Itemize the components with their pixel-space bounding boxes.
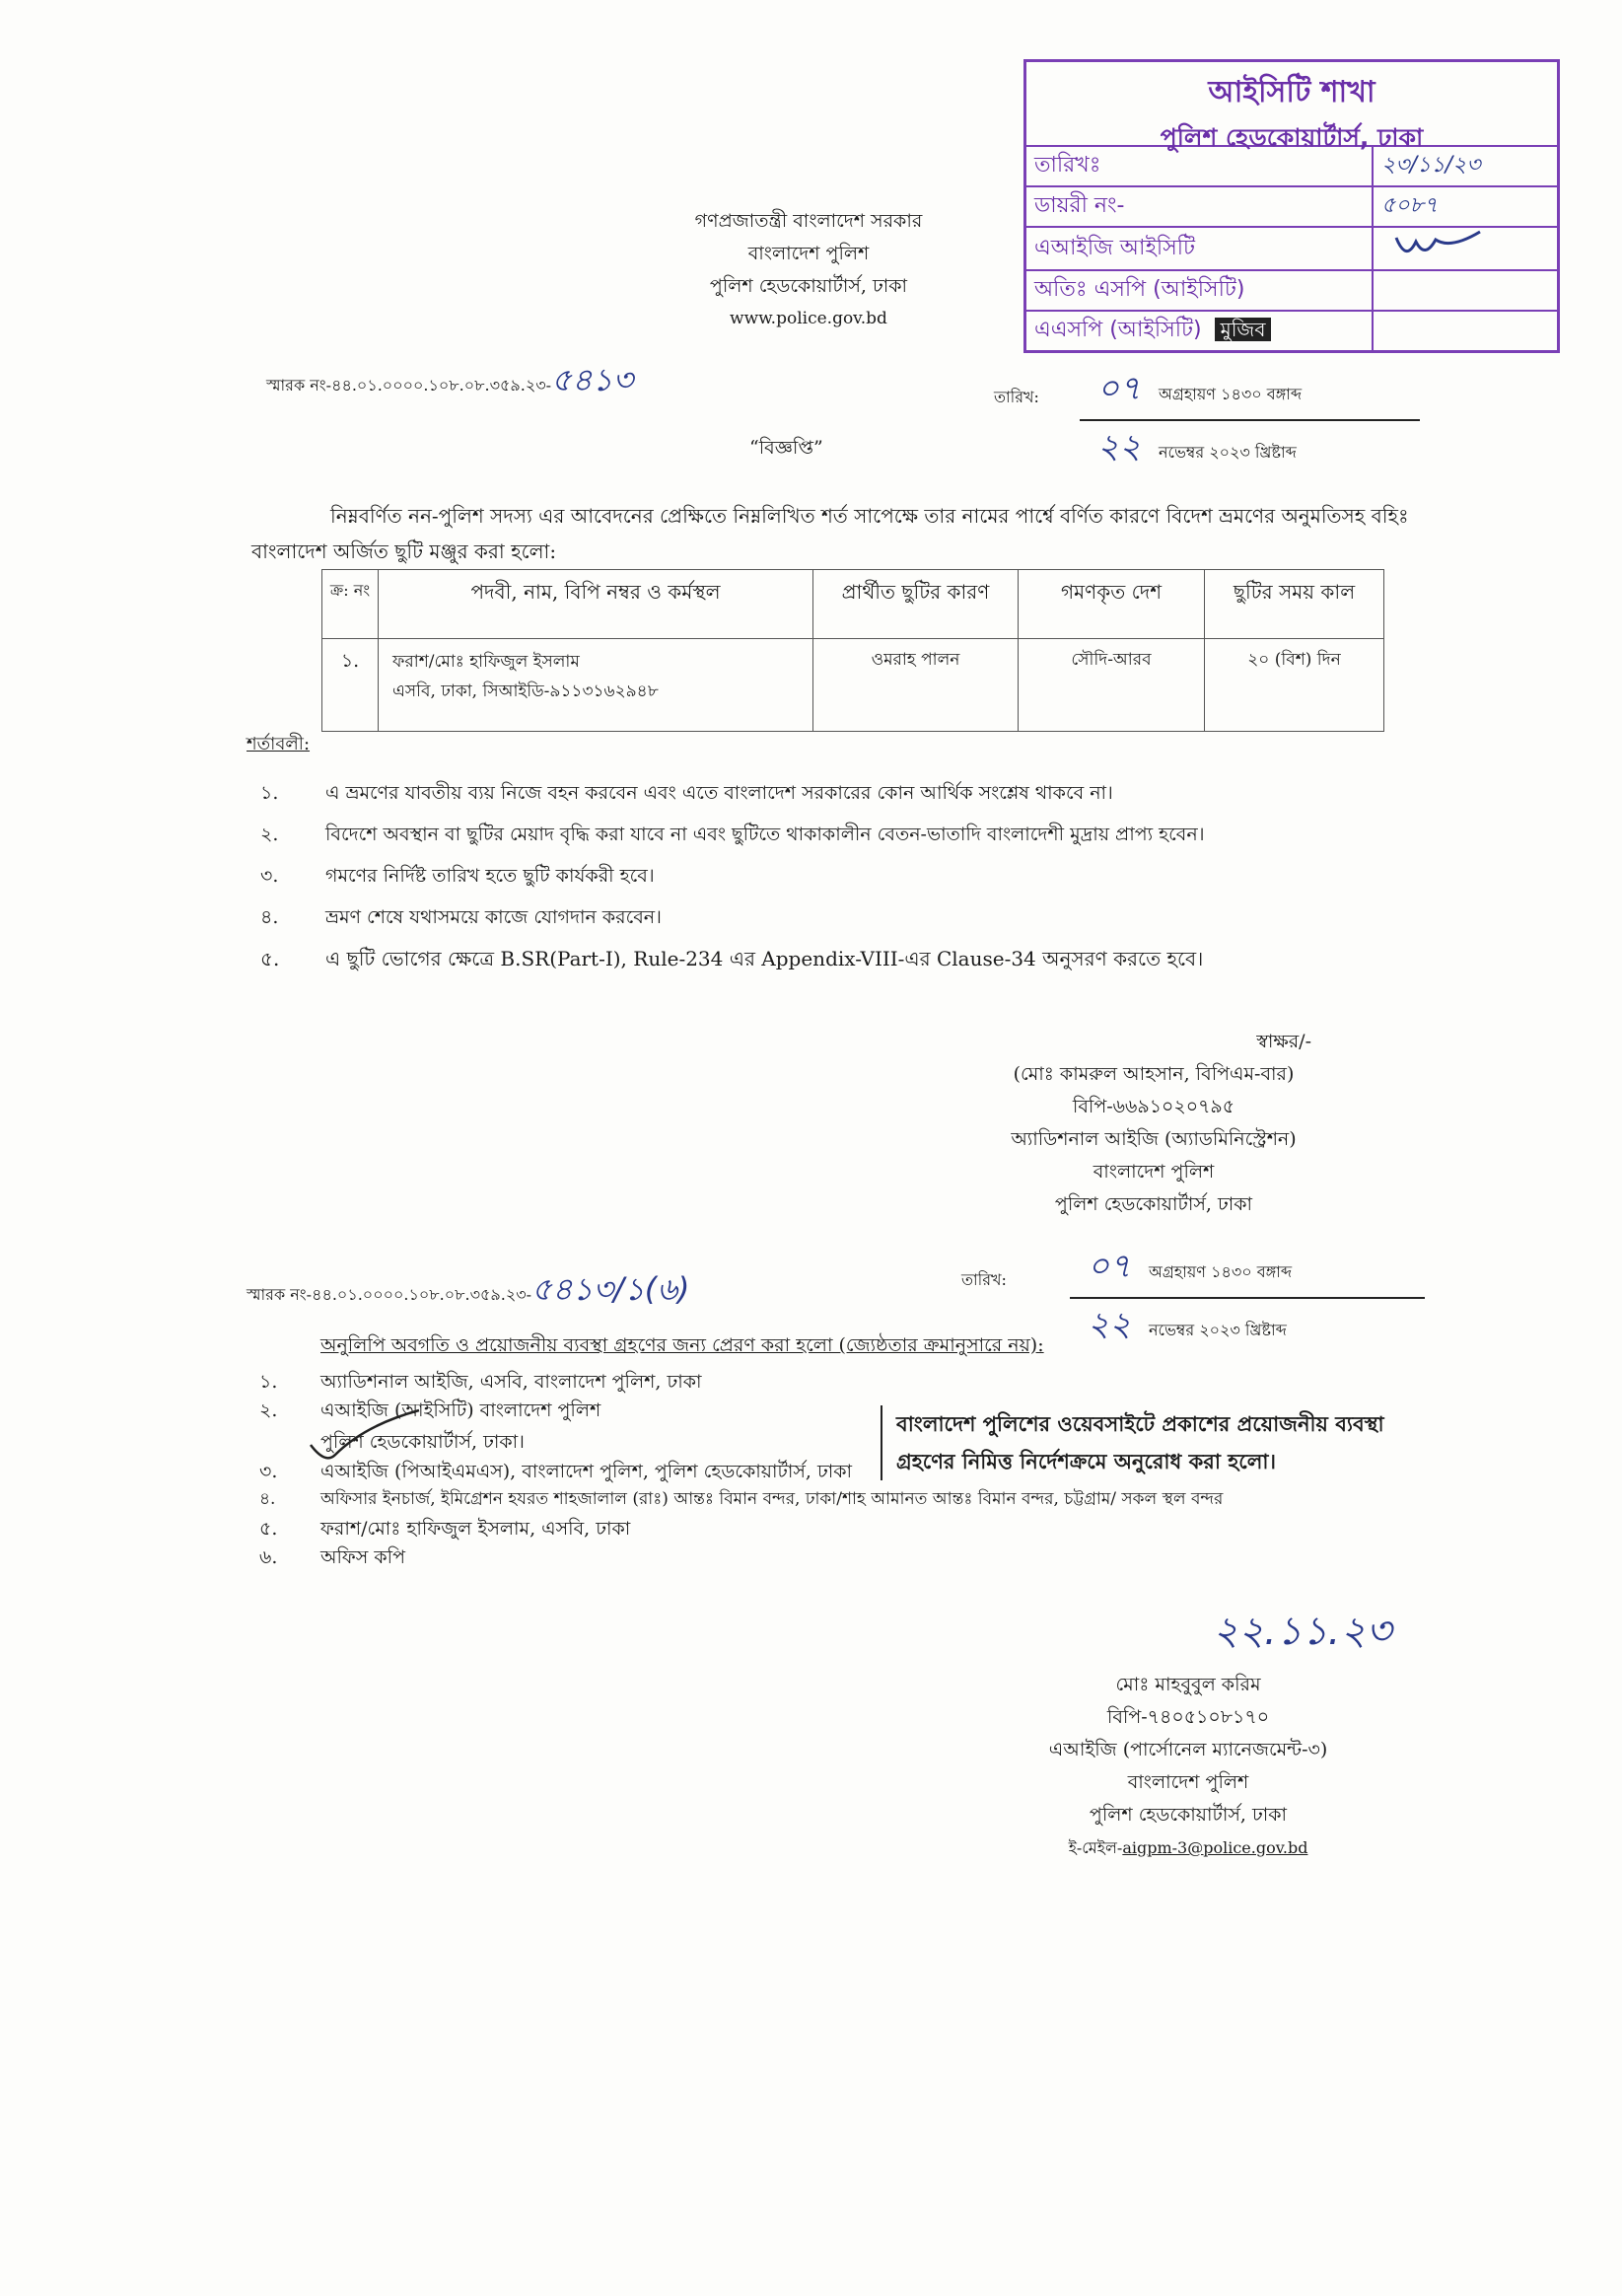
email-link[interactable]: aigpm-3@police.gov.bd xyxy=(1122,1838,1308,1857)
list-item: ২. বিদেশে অবস্থান বা ছুটির মেয়াদ বৃদ্ধি করা যাবে না এবং ছুটিতে থাকাকালীন বেতন-ভাতাদি বাংলাদেশী মুদ্রায় প্রাপ্য হবেন। xyxy=(260,824,1205,845)
table-header-row xyxy=(322,570,1384,639)
list-item: ৪. ভ্রমণ শেষে যথাসময়ে কাজে যোগদান করবেন। xyxy=(260,906,662,928)
list-item: ৩. এআইজি (পিআইএমএস), বাংলাদেশ পুলিশ, পুলিশ হেডকোয়ার্টার্স, ঢাকা xyxy=(259,1461,853,1482)
list-item: ১. অ্যাডিশনাল আইজি, এসবি, বাংলাদেশ পুলিশ, ঢাকা xyxy=(259,1371,702,1393)
initial-signature-icon xyxy=(1381,228,1490,263)
cc-title: অনুলিপি অবগতি ও প্রয়োজনীয় ব্যবস্থা গ্রহণের জন্য প্রেরণ করা হলো (জ্যেষ্ঠতার ক্রমানুসারে নয়): xyxy=(320,1334,1044,1356)
list-item: ১. এ ভ্রমণের যাবতীয় ব্যয় নিজে বহন করবেন এবং এতে বাংলাদেশ সরকারের কোন আর্থিক সংশ্লেষ থাকবে না। xyxy=(260,782,1113,804)
memo-date-2: তারিখ: xyxy=(961,1270,1007,1289)
received-stamp xyxy=(1023,59,1560,353)
col-serial: ক্র: নং xyxy=(322,570,379,639)
conditions-title: শর্তাবলী: xyxy=(247,734,311,754)
leave-table xyxy=(321,569,1384,732)
col-country: গমণকৃত দেশ xyxy=(1019,570,1205,639)
stamp-title: আইসিটি শাখা xyxy=(1208,75,1375,109)
tick-mark-icon xyxy=(306,1405,424,1465)
list-item: ৫. ফরাশ/মোঃ হাফিজুল ইসলাম, এসবি, ঢাকা xyxy=(259,1518,631,1540)
signature-block-1: স্বাক্ষর/- (মোঃ কামরুল আহসান, বিপিএম-বার) বিপি-৬৬৯১০২০৭৯৫ অ্যাডিশনাল আইজি (অ্যাডমিনিস্ট্রেশন) বাংলাদেশ পুলিশ পুলিশ হেডকোয়ার্টার্স, ঢাকা xyxy=(1011,1031,1311,1215)
stamp-value: ২৩/১১/২৩ xyxy=(1373,147,1557,186)
stamp-initial-mark xyxy=(1373,227,1557,270)
list-item: ৪. অফিসার ইনচার্জ, ইমিগ্রেশন হযরত শাহজালাল (রাঃ) আন্তঃ বিমান বন্দর, ঢাকা/শাহ আমানত আন্তঃ বিমান বন্দর, চট্টগ্রাম/ সকল স্থল বন্দর xyxy=(259,1489,1224,1509)
col-name: পদবী, নাম, বিপি নম্বর ও কর্মস্থল xyxy=(379,570,813,639)
signature-block-2: মোঃ মাহবুবুল করিম বিপি-৭৪০৫১০৮১৭০ এআইজি (পার্সোনেল ম্যানেজমেন্ট-৩) বাংলাদেশ পুলিশ পুলিশ হেডকোয়ার্টার্স, ঢাকা ই-মেইল-aigpm-3@police.gov.bd xyxy=(1048,1674,1328,1857)
list-item: ৫. এ ছুটি ভোগের ক্ষেত্রে B.SR(Part-I), Rule-234 এর Appendix-VIII-এর Clause-34 অনুসরণ করতে হবে। xyxy=(260,947,1204,970)
memo-date-block-2: ০৭ অগ্রহায়ণ ১৪৩০ বঙ্গাব্দ ২২ নভেম্বর ২০২৩ খ্রিষ্টাব্দ xyxy=(1070,1241,1425,1355)
stamp-value xyxy=(1373,270,1557,311)
conditions-list xyxy=(260,779,1410,986)
memo-date-block: ০৭ অগ্রহায়ণ ১৪৩০ বঙ্গাব্দ ২২ নভেম্বর ২০২৩ খ্রিষ্টাব্দ xyxy=(1080,363,1420,477)
memo-page: আইসিটি শাখা পুলিশ হেডকোয়ার্টার্স, ঢাকা তারিখঃ ২৩/১১/২৩ ডায়রী নং- ৫০৮৭ এআইজি আইসিটি অতিঃ এসপি (আইসিটি) এএসপি (আইসিটি) মুজিব গণপ্রজাতন্ত্রী বাংলাদেশ সরকার বাংলাদেশ পুলিশ পুলিশ হেডকোয়ার্টার্স, ঢাকা www.police.gov.bd স্মারক নং-৪৪.০১.০০০০.১০৮.০৮.৩৫৯.২৩-৫৪১৩ তারিখ: ০৭ অগ্রহায়ণ ১৪৩০ বঙ্গাব্দ ২২ নভেম্বর ২০২৩ খ্রিষ্টাব্দ “বিজ্ঞপ্তি” নিম্নবর্ণিত নন-পুলিশ সদস্য এর আবেদনের প্রেক্ষিতে নিম্নলিখিত শর্ত সাপেক্ষে তার নামের পার্শ্বে বর্ণিত কারণে বিদেশ ভ্রমণের অনুমতিসহ বহিঃ বাংলাদেশ অর্জিত ছুটি মঞ্জুর করা হলো: ক্র: নং পদবী, নাম, বিপি নম্বর ও কর্মস্থল প্রার্থীত ছুটির কারণ গমণকৃত দেশ ছুটির সময় কাল ১. ফরাশ/মোঃ হাফিজুল ইসলাম এসবি, ঢাকা, সিআইডি-৯১১৩১৬২৯৪৮ ওমরাহ পালন সৌদি-আরব ২০ (বিশ) দিন শর্তাবলী: ১. এ ভ্রমণের যাবতীয় ব্যয় নিজে বহন করবেন এবং এতে বাংলাদেশ সরকারের কোন আর্থিক সংশ্লেষ থাকবে না। ২. বিদেশে অবস্থান বা ছুটির মেয়াদ বৃদ্ধি করা যাবে না এবং ছুটিতে থাকাকালীন বেতন-ভাতাদি বাংলাদেশী মুদ্রায় প্রাপ্য হবেন। ৩. গমণের নির্দিষ্ট তারিখ হতে ছুটি কার্যকরী হবে। ৪. ভ্রমণ শেষে যথাসময়ে কাজে যোগদান করবেন। ৫. এ ছুটি ভোগের ক্ষেত্রে B.SR(Part-I), Rule-234 এর Appendix-VIII-এর Clause-34 অনুসরণ করতে হবে। স্বাক্ষর/- (মোঃ কামরুল আহসান, বিপিএম-বার) বিপি-৬৬৯১০২০৭৯৫ অ্যাডিশনাল আইজি (অ্যাডমিনিস্ট্রেশন) বাংলাদেশ পুলিশ পুলিশ হেডকোয়ার্টার্স, ঢাকা স্মারক নং-৪৪.০১.০০০০.১০৮.০৮.৩৫৯.২৩-৫৪১৩/১(৬) তারিখ: ০৭ অগ্রহায়ণ ১৪৩০ বঙ্গাব্দ ২২ নভেম্বর ২০২৩ খ্রিষ্টাব্দ অনুলিপি অবগতি ও প্রয়োজনীয় ব্যবস্থা গ্রহণের জন্য প্রেরণ করা হলো (জ্যেষ্ঠতার ক্রমানুসারে নয়): ১. অ্যাডিশনাল আইজি, এসবি, বাংলাদেশ পুলিশ, ঢাকা ২. এআইজি (আইসিটি) বাংলাদেশ পুলিশ পুলিশ হেডকোয়ার্টার্স, ঢাকা। ৩. এআইজি (পিআইএমএস), বাংলাদেশ পুলিশ, পুলিশ হেডকোয়ার্টার্স, ঢাকা ৪. অফিসার ইনচার্জ, ইমিগ্রেশন হযরত শাহজালাল (রাঃ) আন্তঃ বিমান বন্দর, ঢাকা/শাহ আমানত আন্তঃ বিমান বন্দর, চট্টগ্রাম/ সকল স্থল বন্দর ৫. ফরাশ/মোঃ হাফিজুল ইসলাম, এসবি, ঢাকা ৬. অফিস কপি বাংলাদেশ পুলিশের ওয়েবসাইটে প্রকাশের প্রয়োজনীয় ব্যবস্থা গ্রহণের নিমিত্ত নির্দেশক্রমে অনুরোধ করা হলো। ২২.১১.২৩ মোঃ মাহবুবুল করিম বিপি-৭৪০৫১০৮১৭০ এআইজি (পার্সোনেল ম্যানেজমেন্ট-৩) বাংলাদেশ পুলিশ পুলিশ হেডকোয়ার্টার্স, ঢাকা ই-মেইল-aigpm-3@police.gov.bd xyxy=(0,0,1622,2296)
mujib-seal: মুজিব xyxy=(1215,318,1272,341)
table-row: ১. ফরাশ/মোঃ হাফিজুল ইসলাম এসবি, ঢাকা, সিআইডি-৯১১৩১৬২৯৪৮ ওমরাহ পালন সৌদি-আরব ২০ (বিশ) দিন xyxy=(322,639,1384,732)
stamp-label: এআইজি আইসিটি xyxy=(1026,227,1373,270)
stamp-label: এএসপি (আইসিটি) মুজিব xyxy=(1026,311,1373,350)
stamp-label: তারিখঃ xyxy=(1034,153,1101,178)
gov-name: গণপ্রজাতন্ত্রী বাংলাদেশ সরকার xyxy=(694,210,923,232)
office-name: পুলিশ হেডকোয়ার্টার্স, ঢাকা xyxy=(709,275,908,297)
memo-ref: স্মারক নং-৪৪.০১.০০০০.১০৮.০৮.৩৫৯.২৩-৫৪১৩ xyxy=(266,361,634,398)
stamp-value: ৫০৮৭ xyxy=(1373,186,1557,227)
notice-title: “বিজ্ঞপ্তি” xyxy=(749,437,823,459)
handwritten-date: ২২.১১.২৩ xyxy=(1213,1609,1392,1654)
list-item: ৩. গমণের নির্দিষ্ট তারিখ হতে ছুটি কার্যকরী হবে। xyxy=(260,865,655,887)
memo-ref-handwritten: ৫৪১৩/১(৬) xyxy=(531,1270,690,1308)
stamp-label: ডায়রী নং- xyxy=(1026,186,1373,227)
website[interactable]: www.police.gov.bd xyxy=(730,309,887,328)
website-note: বাংলাদেশ পুলিশের ওয়েবসাইটে প্রকাশের প্রয়োজনীয় ব্যবস্থা গ্রহণের নিমিত্ত নির্দেশক্রমে অনুরোধ করা হলো। xyxy=(881,1405,1409,1480)
list-item: ৬. অফিস কপি xyxy=(259,1546,405,1568)
stamp-value xyxy=(1373,311,1557,350)
notice-intro: নিম্নবর্ণিত নন-পুলিশ সদস্য এর আবেদনের প্রেক্ষিতে নিম্নলিখিত শর্ত সাপেক্ষে তার নামের পার্শ্বে বর্ণিত কারণে বিদেশ ভ্রমণের অনুমতিসহ বহিঃ বাংলাদেশ অর্জিত ছুটি মঞ্জুর করা হলো: xyxy=(251,504,1409,563)
letterhead xyxy=(631,205,986,335)
memo-ref-handwritten: ৫৪১৩ xyxy=(551,361,634,398)
stamp-subtitle: পুলিশ হেডকোয়ার্টার্স, ঢাকা xyxy=(1160,123,1424,152)
col-duration: ছুটির সময় কাল xyxy=(1205,570,1384,639)
dept-name: বাংলাদেশ পুলিশ xyxy=(747,243,870,264)
list-item: ২. এআইজি (আইসিটি) বাংলাদেশ পুলিশ পুলিশ হেডকোয়ার্টার্স, ঢাকা। xyxy=(259,1399,601,1453)
stamp-label: অতিঃ এসপি (আইসিটি) xyxy=(1026,270,1373,311)
col-reason: প্রার্থীত ছুটির কারণ xyxy=(813,570,1019,639)
memo-ref-2: স্মারক নং-৪৪.০১.০০০০.১০৮.০৮.৩৫৯.২৩-৫৪১৩/১(৬) xyxy=(247,1270,690,1308)
